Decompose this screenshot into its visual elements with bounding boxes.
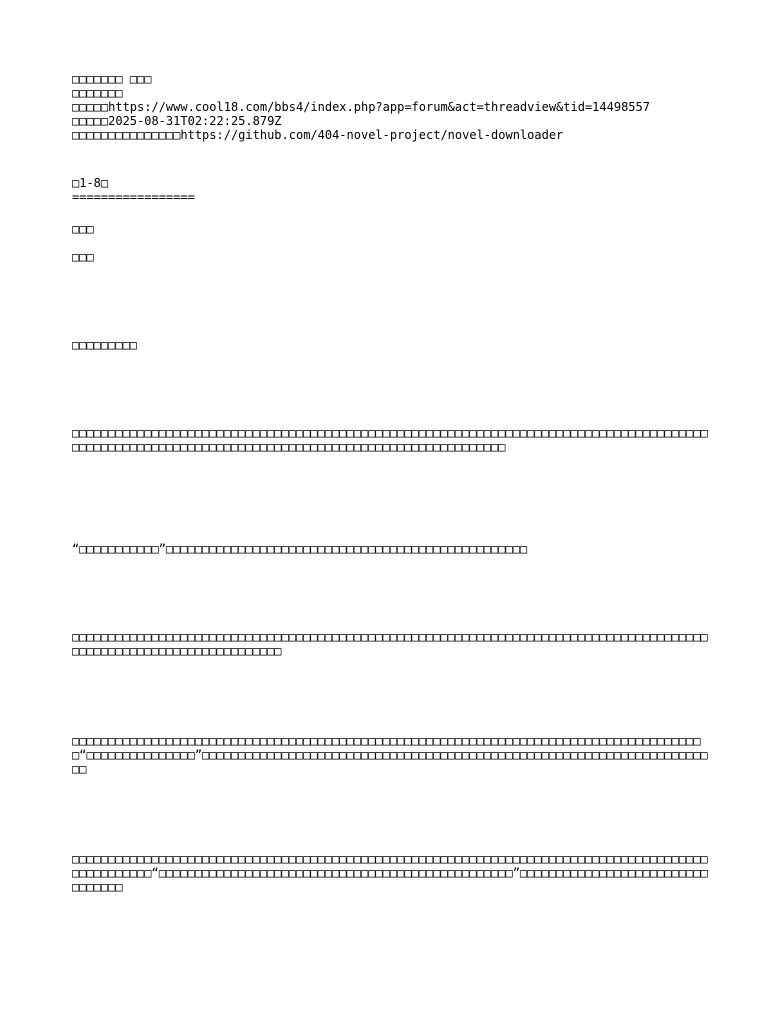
book-author: □□□□□□□ <box>72 86 123 100</box>
text-line: □□□ <box>72 222 94 236</box>
metadata-header <box>72 72 650 142</box>
paragraph: □□□□□□□□□□□□□□□□□□□□□□□□□□□□□□□□□□□□□□□□□□□□□□□□□□□□□□□□□□□□□□□□□□□□□□□□□□□□□□□□□□□□□□□□□□□□□□□□□□□□□□□□□□□□□□□□□□□□□□□□□□□□□□□□□□□□□□□□□□□□□□□□□□□□ <box>72 426 708 454</box>
download-timestamp: □□□□□2025-08-31T02:22:25.879Z <box>72 114 282 128</box>
paragraph: □□□□□□□□□□□□□□□□□□□□□□□□□□□□□□□□□□□□□□□□□□□□□□□□□□□□□□□□□□□□□□□□□□□□□□□□□□□□□□□□□□□□□□□□□□□□□□□□□□□□□□□□□□□□□□□□□□□□□ <box>72 630 708 658</box>
paragraph: □□□□□□□□□□□□□□□□□□□□□□□□□□□□□□□□□□□□□□□□□□□□□□□□□□□□□□□□□□□□□□□□□□□□□□□□□□□□□□□□□□□□□□□□□□□□□□□□□□□“□□□□□□□□□□□□□□□□□□□□□□□□□□□□□□□□□□□□□□□□□□□□□□□□□”□□□□□□□□□□□□□□□□□□□□□□□□□□□□□□□□□ <box>72 852 708 894</box>
text-line: □□□ <box>72 250 94 264</box>
paragraph: “□□□□□□□□□□□”□□□□□□□□□□□□□□□□□□□□□□□□□□□□□□□□□□□□□□□□□□□□□□□□□□ <box>72 542 528 556</box>
chapter-header <box>72 176 195 204</box>
chapter-heading: □1-8□ <box>72 176 109 190</box>
section-subtitle: □□□□□□□□□ <box>72 338 138 352</box>
generator-url: □□□□□□□□□□□□□□□https://github.com/404-novel-project/novel-downloader <box>72 128 564 142</box>
source-url: □□□□□https://www.cool18.com/bbs4/index.php?app=forum&act=threadview&tid=14498557 <box>72 100 650 114</box>
book-title: □□□□□□□ □□□ <box>72 72 152 86</box>
chapter-underline: ================= <box>72 190 195 204</box>
paragraph: □□□□□□□□□□□□□□□□□□□□□□□□□□□□□□□□□□□□□□□□□□□□□□□□□□□□□□□□□□□□□□□□□□□□□□□□□□□□□□□□□□□□□□□□“□□□□□□□□□□□□□□□”□□□□□□□□□□□□□□□□□□□□□□□□□□□□□□□□□□□□□□□□□□□□□□□□□□□□□□□□□□□□□□□□□□□□□□□□ <box>72 734 708 776</box>
